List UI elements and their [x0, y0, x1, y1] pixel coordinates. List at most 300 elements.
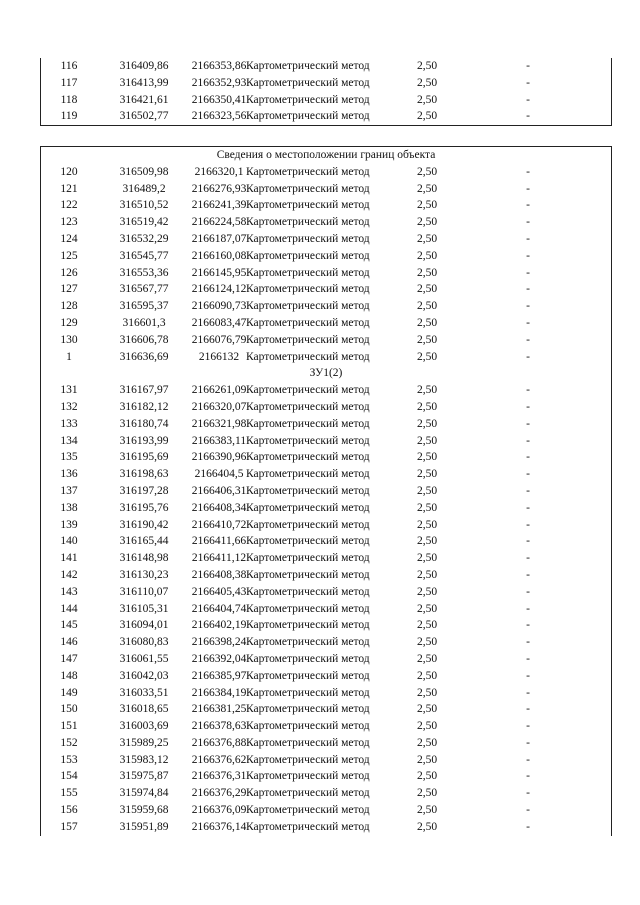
method-cell: Картометрический метод [246, 249, 370, 262]
table-row [41, 75, 611, 92]
accuracy-cell: 2,50 [416, 417, 438, 430]
x-coordinate-cell: 316110,07 [119, 585, 169, 598]
description-cell: - [526, 720, 530, 733]
description-cell: - [526, 585, 530, 598]
description-cell: - [526, 350, 530, 363]
accuracy-cell: 2,50 [416, 316, 438, 329]
x-coordinate-cell: 316033,51 [119, 686, 169, 699]
description-cell: - [526, 787, 530, 800]
accuracy-cell: 2,50 [416, 669, 438, 682]
accuracy-cell: 2,50 [416, 585, 438, 598]
method-cell: Картометрический метод [246, 787, 370, 800]
accuracy-cell: 2,50 [416, 400, 438, 413]
point-number-cell: 149 [60, 686, 78, 699]
y-coordinate-cell: 2166145,95 [191, 266, 247, 279]
table-row [41, 281, 611, 298]
method-cell: Картометрический метод [246, 686, 370, 699]
point-number-cell: 131 [60, 384, 78, 397]
x-coordinate-cell: 316421,61 [119, 93, 169, 106]
x-coordinate-cell: 315983,12 [119, 753, 169, 766]
description-cell: - [526, 451, 530, 464]
accuracy-cell: 2,50 [416, 266, 438, 279]
accuracy-cell: 2,50 [416, 434, 438, 447]
description-cell: - [526, 93, 530, 106]
point-number-cell: 135 [60, 451, 78, 464]
method-cell: Картометрический метод [246, 468, 370, 481]
x-coordinate-cell: 315959,68 [119, 804, 169, 817]
y-coordinate-cell: 2166411,12 [191, 552, 247, 565]
point-number-cell: 121 [60, 182, 78, 195]
accuracy-cell: 2,50 [416, 484, 438, 497]
accuracy-cell: 2,50 [416, 820, 438, 833]
x-coordinate-cell: 316595,37 [119, 300, 169, 313]
accuracy-cell: 2,50 [416, 787, 438, 800]
y-coordinate-cell: 2166376,62 [191, 753, 247, 766]
method-cell: Картометрический метод [246, 703, 370, 716]
table-row [41, 58, 611, 75]
y-coordinate-cell: 2166385,97 [191, 669, 247, 682]
method-cell: Картометрический метод [246, 216, 370, 229]
table-row [41, 550, 611, 567]
table-row [41, 231, 611, 248]
description-cell: - [526, 199, 530, 212]
method-cell: Картометрический метод [246, 384, 370, 397]
table-row [41, 768, 611, 785]
accuracy-cell: 2,50 [416, 736, 438, 749]
table-row [41, 466, 611, 483]
y-coordinate-cell: 2166410,72 [191, 518, 247, 531]
y-coordinate-cell: 2166320,07 [191, 400, 247, 413]
method-cell: Картометрический метод [246, 316, 370, 329]
method-cell: Картометрический метод [246, 350, 370, 363]
method-cell: Картометрический метод [246, 518, 370, 531]
y-coordinate-cell: 2166398,24 [191, 636, 247, 649]
y-coordinate-cell: 2166383,11 [191, 434, 247, 447]
table-row [41, 517, 611, 534]
description-cell: - [526, 400, 530, 413]
description-cell: - [526, 753, 530, 766]
y-coordinate-cell: 2166408,34 [191, 501, 247, 514]
x-coordinate-cell: 316105,31 [119, 602, 169, 615]
x-coordinate-cell: 316148,98 [119, 552, 169, 565]
accuracy-cell: 2,50 [416, 602, 438, 615]
description-cell: - [526, 568, 530, 581]
table-row [41, 584, 611, 601]
accuracy-cell: 2,50 [416, 199, 438, 212]
table-row [41, 668, 611, 685]
x-coordinate-cell: 316042,03 [119, 669, 169, 682]
description-cell: - [526, 552, 530, 565]
x-coordinate-cell: 315951,89 [119, 820, 169, 833]
description-cell: - [526, 484, 530, 497]
accuracy-cell: 2,50 [416, 249, 438, 262]
table-row [41, 819, 611, 836]
x-coordinate-cell: 316130,23 [119, 568, 169, 581]
method-cell: Картометрический метод [246, 652, 370, 665]
accuracy-cell: 2,50 [416, 703, 438, 716]
boundary-coordinates-table [40, 146, 612, 836]
table-row [41, 349, 611, 366]
method-cell: Картометрический метод [246, 736, 370, 749]
accuracy-cell: 2,50 [416, 619, 438, 632]
point-number-cell: 129 [60, 316, 78, 329]
point-number-cell: 154 [60, 770, 78, 783]
accuracy-cell: 2,50 [416, 720, 438, 733]
point-number-cell: 117 [60, 76, 78, 89]
description-cell: - [526, 165, 530, 178]
continued-coordinates-table [40, 58, 612, 126]
accuracy-cell: 2,50 [416, 110, 438, 123]
description-cell: - [526, 770, 530, 783]
point-number-cell: 116 [60, 60, 78, 72]
y-coordinate-cell: 2166392,04 [191, 652, 247, 665]
rows-group-a [41, 164, 611, 366]
description-cell: - [526, 636, 530, 649]
method-cell: Картометрический метод [246, 669, 370, 682]
table-row [41, 718, 611, 735]
method-cell: Картометрический метод [246, 484, 370, 497]
table-row [41, 298, 611, 315]
y-coordinate-cell: 2166353,86 [191, 60, 247, 72]
description-cell: - [526, 518, 530, 531]
point-number-cell: 127 [60, 283, 78, 296]
method-cell: Картометрический метод [246, 232, 370, 245]
description-cell: - [526, 535, 530, 548]
method-cell: Картометрический метод [246, 110, 370, 123]
table-row [41, 248, 611, 265]
rows-group-b [41, 382, 611, 836]
method-cell: Картометрический метод [246, 266, 370, 279]
y-coordinate-cell: 2166083,47 [191, 316, 247, 329]
table-row [41, 315, 611, 332]
x-coordinate-cell: 316489,2 [122, 182, 166, 195]
table-row [41, 651, 611, 668]
method-cell: Картометрический метод [246, 568, 370, 581]
table-row [41, 634, 611, 651]
table-row [41, 601, 611, 618]
table-row [41, 802, 611, 819]
y-coordinate-cell: 2166376,09 [191, 804, 247, 817]
description-cell: - [526, 316, 530, 329]
method-cell: Картометрический метод [246, 720, 370, 733]
description-cell: - [526, 249, 530, 262]
table-row [41, 197, 611, 214]
table-row [41, 500, 611, 517]
table-row [41, 483, 611, 500]
point-number-cell: 122 [60, 199, 78, 212]
accuracy-cell: 2,50 [416, 165, 438, 178]
table-row [41, 785, 611, 802]
point-number-cell: 125 [60, 249, 78, 262]
method-cell: Картометрический метод [246, 400, 370, 413]
table-row [41, 332, 611, 349]
description-cell: - [526, 417, 530, 430]
point-number-cell: 153 [60, 753, 78, 766]
x-coordinate-cell: 316545,77 [119, 249, 169, 262]
point-number-cell: 146 [60, 636, 78, 649]
y-coordinate-cell: 2166404,5 [194, 468, 244, 481]
description-cell: - [526, 652, 530, 665]
point-number-cell: 123 [60, 216, 78, 229]
point-number-cell: 152 [60, 736, 78, 749]
method-cell: Картометрический метод [246, 300, 370, 313]
point-number-cell: 142 [60, 568, 78, 581]
accuracy-cell: 2,50 [416, 76, 438, 89]
point-number-cell: 144 [60, 602, 78, 615]
y-coordinate-cell: 2166187,07 [191, 232, 247, 245]
point-number-cell: 147 [60, 652, 78, 665]
point-number-cell: 132 [60, 400, 78, 413]
point-number-cell: 138 [60, 501, 78, 514]
y-coordinate-cell: 2166224,58 [191, 216, 247, 229]
point-number-cell: 130 [60, 333, 78, 346]
point-number-cell: 148 [60, 669, 78, 682]
point-number-cell: 141 [60, 552, 78, 565]
point-number-cell: 137 [60, 484, 78, 497]
description-cell: - [526, 619, 530, 632]
description-cell: - [526, 60, 530, 72]
description-cell: - [526, 232, 530, 245]
description-cell: - [526, 820, 530, 833]
x-coordinate-cell: 316165,44 [119, 535, 169, 548]
y-coordinate-cell: 2166276,93 [191, 182, 247, 195]
table-row [41, 108, 611, 125]
accuracy-cell: 2,50 [416, 451, 438, 464]
table-row [41, 181, 611, 198]
point-number-cell: 143 [60, 585, 78, 598]
table-row [41, 701, 611, 718]
table-row [41, 214, 611, 231]
y-coordinate-cell: 2166350,41 [191, 93, 247, 106]
method-cell: Картометрический метод [246, 753, 370, 766]
point-number-cell: 1 [66, 350, 72, 363]
accuracy-cell: 2,50 [416, 804, 438, 817]
x-coordinate-cell: 316167,97 [119, 384, 169, 397]
x-coordinate-cell: 316094,01 [119, 619, 169, 632]
description-cell: - [526, 669, 530, 682]
table-row [41, 164, 611, 181]
x-coordinate-cell: 316061,55 [119, 652, 169, 665]
accuracy-cell: 2,50 [416, 350, 438, 363]
x-coordinate-cell: 315975,87 [119, 770, 169, 783]
y-coordinate-cell: 2166402,19 [191, 619, 247, 632]
x-coordinate-cell: 316018,65 [119, 703, 169, 716]
x-coordinate-cell: 316553,36 [119, 266, 169, 279]
method-cell: Картометрический метод [246, 182, 370, 195]
y-coordinate-cell: 2166376,31 [191, 770, 247, 783]
table-row [41, 449, 611, 466]
accuracy-cell: 2,50 [416, 333, 438, 346]
y-coordinate-cell: 2166384,19 [191, 686, 247, 699]
description-cell: - [526, 300, 530, 313]
x-coordinate-cell: 316080,83 [119, 636, 169, 649]
accuracy-cell: 2,50 [416, 232, 438, 245]
y-coordinate-cell: 2166376,88 [191, 736, 247, 749]
table-row [41, 399, 611, 416]
accuracy-cell: 2,50 [416, 770, 438, 783]
method-cell: Картометрический метод [246, 552, 370, 565]
method-cell: Картометрический метод [246, 535, 370, 548]
method-cell: Картометрический метод [246, 60, 370, 72]
table-row [41, 92, 611, 109]
x-coordinate-cell: 316532,29 [119, 232, 169, 245]
accuracy-cell: 2,50 [416, 60, 438, 72]
x-coordinate-cell: 316180,74 [119, 417, 169, 430]
method-cell: Картометрический метод [246, 804, 370, 817]
y-coordinate-cell: 2166320,1 [194, 165, 244, 178]
x-coordinate-cell: 316195,69 [119, 451, 169, 464]
accuracy-cell: 2,50 [416, 93, 438, 106]
accuracy-cell: 2,50 [416, 300, 438, 313]
table-row [41, 685, 611, 702]
table-row [41, 533, 611, 550]
y-coordinate-cell: 2166160,08 [191, 249, 247, 262]
table-row [41, 382, 611, 399]
y-coordinate-cell: 2166405,43 [191, 585, 247, 598]
method-cell: Картометрический метод [246, 636, 370, 649]
point-number-cell: 128 [60, 300, 78, 313]
x-coordinate-cell: 316193,99 [119, 434, 169, 447]
y-coordinate-cell: 2166323,56 [191, 110, 247, 123]
x-coordinate-cell: 316502,77 [119, 110, 169, 123]
point-number-cell: 156 [60, 804, 78, 817]
accuracy-cell: 2,50 [416, 501, 438, 514]
y-coordinate-cell: 2166090,73 [191, 300, 247, 313]
description-cell: - [526, 736, 530, 749]
accuracy-cell: 2,50 [416, 216, 438, 229]
y-coordinate-cell: 2166261,09 [191, 384, 247, 397]
x-coordinate-cell: 316606,78 [119, 333, 169, 346]
description-cell: - [526, 384, 530, 397]
y-coordinate-cell: 2166076,79 [191, 333, 247, 346]
point-number-cell: 140 [60, 535, 78, 548]
x-coordinate-cell: 316190,42 [119, 518, 169, 531]
table-row [41, 617, 611, 634]
method-cell: Картометрический метод [246, 619, 370, 632]
table-row [41, 567, 611, 584]
point-number-cell: 124 [60, 232, 78, 245]
y-coordinate-cell: 2166404,74 [191, 602, 247, 615]
accuracy-cell: 2,50 [416, 753, 438, 766]
table-row [41, 265, 611, 282]
point-number-cell: 134 [60, 434, 78, 447]
method-cell: Картометрический метод [246, 451, 370, 464]
y-coordinate-cell: 2166381,25 [191, 703, 247, 716]
method-cell: Картометрический метод [246, 585, 370, 598]
description-cell: - [526, 216, 530, 229]
x-coordinate-cell: 316198,63 [119, 468, 169, 481]
point-number-cell: 136 [60, 468, 78, 481]
method-cell: Картометрический метод [246, 93, 370, 106]
table-row [41, 416, 611, 433]
x-coordinate-cell: 316413,99 [119, 76, 169, 89]
point-number-cell: 145 [60, 619, 78, 632]
point-number-cell: 155 [60, 787, 78, 800]
point-number-cell: 133 [60, 417, 78, 430]
accuracy-cell: 2,50 [416, 535, 438, 548]
point-number-cell: 150 [60, 703, 78, 716]
description-cell: - [526, 333, 530, 346]
y-coordinate-cell: 2166411,66 [191, 535, 247, 548]
accuracy-cell: 2,50 [416, 384, 438, 397]
table-row [41, 433, 611, 450]
description-cell: - [526, 182, 530, 195]
x-coordinate-cell: 316567,77 [119, 283, 169, 296]
description-cell: - [526, 434, 530, 447]
x-coordinate-cell: 316509,98 [119, 165, 169, 178]
y-coordinate-cell: 2166376,29 [191, 787, 247, 800]
x-coordinate-cell: 315974,84 [119, 787, 169, 800]
point-number-cell: 120 [60, 165, 78, 178]
x-coordinate-cell: 316510,52 [119, 199, 169, 212]
description-cell: - [526, 703, 530, 716]
accuracy-cell: 2,50 [416, 518, 438, 531]
method-cell: Картометрический метод [246, 434, 370, 447]
method-cell: Картометрический метод [246, 333, 370, 346]
description-cell: - [526, 110, 530, 123]
x-coordinate-cell: 316182,12 [119, 400, 169, 413]
description-cell: - [526, 266, 530, 279]
point-number-cell: 126 [60, 266, 78, 279]
y-coordinate-cell: 2166321,98 [191, 417, 247, 430]
x-coordinate-cell: 316195,76 [119, 501, 169, 514]
table-row [41, 752, 611, 769]
x-coordinate-cell: 316409,86 [119, 60, 169, 72]
accuracy-cell: 2,50 [416, 283, 438, 296]
method-cell: Картометрический метод [246, 770, 370, 783]
table-row [41, 735, 611, 752]
method-cell: Картометрический метод [246, 417, 370, 430]
description-cell: - [526, 283, 530, 296]
point-number-cell: 151 [60, 720, 78, 733]
x-coordinate-cell: 316003,69 [119, 720, 169, 733]
point-number-cell: 118 [60, 93, 78, 106]
description-cell: - [526, 468, 530, 481]
y-coordinate-cell: 2166241,39 [191, 199, 247, 212]
method-cell: Картометрический метод [246, 501, 370, 514]
point-number-cell: 139 [60, 518, 78, 531]
method-cell: Картометрический метод [246, 820, 370, 833]
accuracy-cell: 2,50 [416, 468, 438, 481]
x-coordinate-cell: 315989,25 [119, 736, 169, 749]
accuracy-cell: 2,50 [416, 568, 438, 581]
x-coordinate-cell: 316519,42 [119, 216, 169, 229]
section-title: Сведения о местоположении границ объекта [216, 149, 436, 161]
x-coordinate-cell: 316197,28 [119, 484, 169, 497]
method-cell: Картометрический метод [246, 199, 370, 212]
parcel-subsection-title: ЗУ1(2) [309, 367, 343, 380]
method-cell: Картометрический метод [246, 165, 370, 178]
x-coordinate-cell: 316636,69 [119, 350, 169, 363]
y-coordinate-cell: 2166132 [198, 350, 240, 363]
description-cell: - [526, 602, 530, 615]
method-cell: Картометрический метод [246, 602, 370, 615]
y-coordinate-cell: 2166124,12 [191, 283, 247, 296]
method-cell: Картометрический метод [246, 76, 370, 89]
accuracy-cell: 2,50 [416, 552, 438, 565]
description-cell: - [526, 686, 530, 699]
x-coordinate-cell: 316601,3 [122, 316, 166, 329]
accuracy-cell: 2,50 [416, 652, 438, 665]
y-coordinate-cell: 2166352,93 [191, 76, 247, 89]
accuracy-cell: 2,50 [416, 686, 438, 699]
point-number-cell: 119 [60, 110, 78, 123]
description-cell: - [526, 804, 530, 817]
y-coordinate-cell: 2166406,31 [191, 484, 247, 497]
description-cell: - [526, 76, 530, 89]
accuracy-cell: 2,50 [416, 636, 438, 649]
method-cell: Картометрический метод [246, 283, 370, 296]
